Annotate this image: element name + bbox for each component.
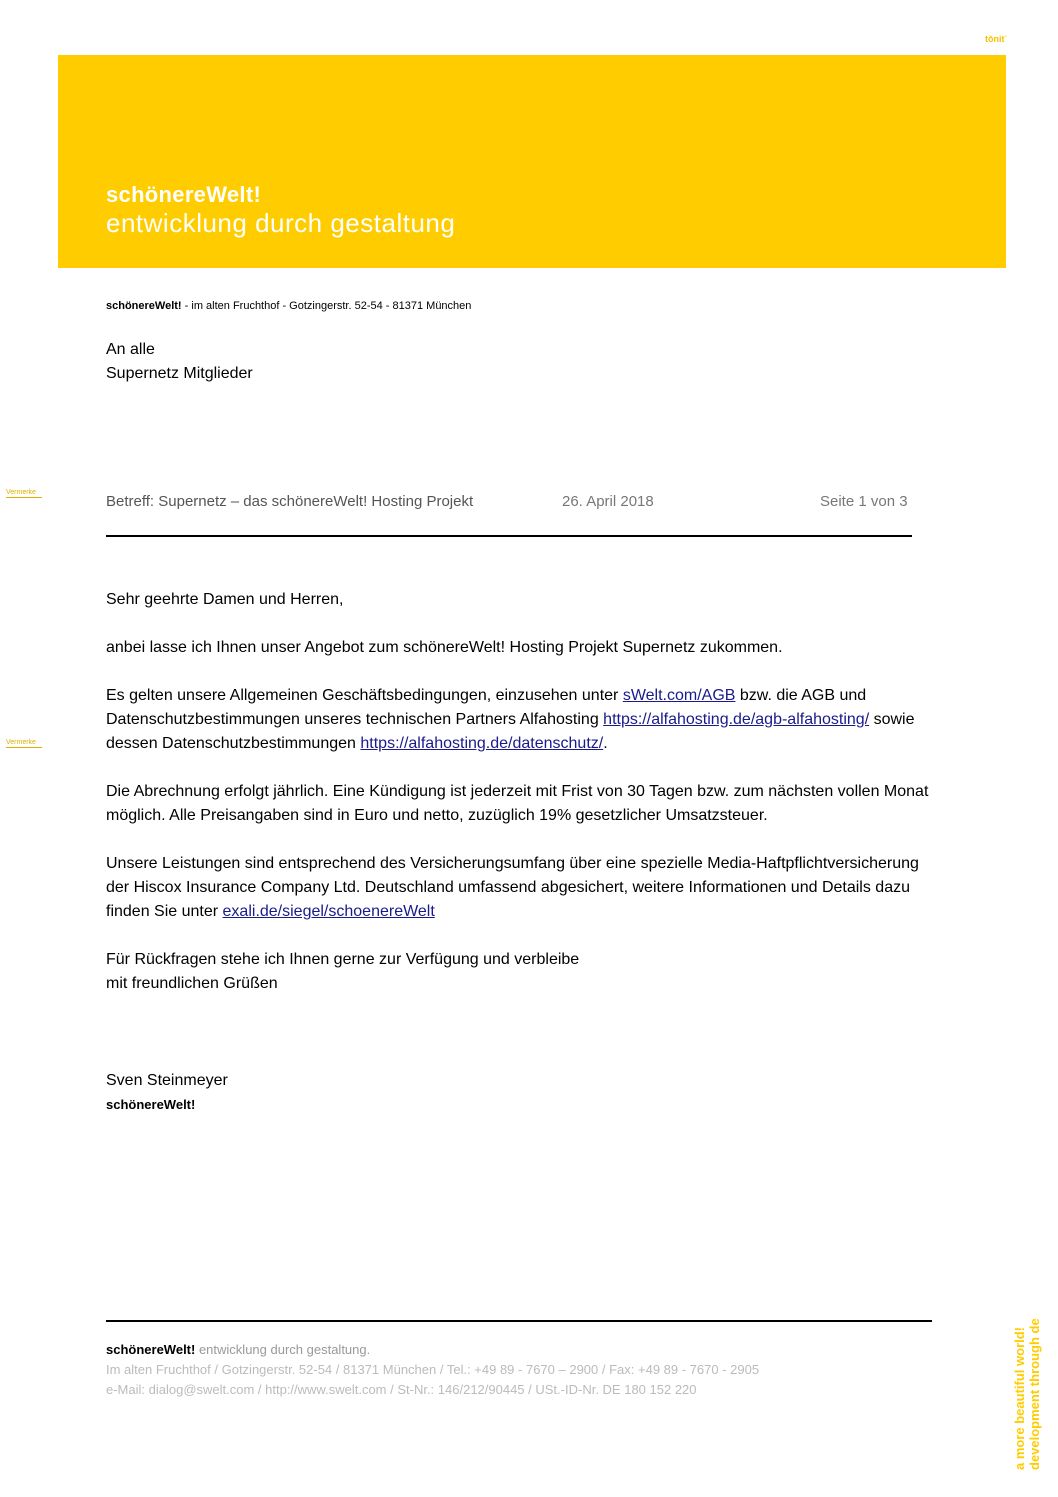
footer-address: Im alten Fruchthof / Gotzingerstr. 52-54 / 81371 München / Tel.: +49 89 - 7670 – 2900 / Fax: +49 89 - 7670 - 2905: [106, 1362, 760, 1377]
letter-body: [106, 588, 946, 1020]
recipient-line: Supernetz Mitglieder: [106, 365, 253, 382]
slogan-line: a more beautiful world!: [1012, 1326, 1027, 1470]
text: sowie dessen Datenschutzbestimmungen: [106, 711, 915, 752]
salutation: Sehr geehrte Damen und Herren,: [106, 591, 344, 608]
agb-link[interactable]: sWelt.com/AGB: [622, 687, 736, 704]
body-paragraph: [106, 852, 946, 924]
recipient-line: An alle: [106, 341, 155, 358]
footer-contact: e-Mail: dialog@swelt.com / http://www.swelt.com / St-Nr.: 146/212/90445 / USt.-ID-Nr. DE 180 152 220: [106, 1382, 697, 1397]
subject-divider: [106, 535, 912, 537]
signature-company: schönereWelt!: [106, 1097, 196, 1112]
body-paragraph: Die Abrechnung erfolgt jährlich. Eine Kündigung ist jederzeit mit Frist von 30 Tagen bzw. zum nächsten vollen Monat möglich. Alle Preisangaben sind in Euro und netto, zuzüglich 19% gesetzlicher Umsatzsteuer.: [106, 783, 929, 824]
footer-brand-line: [106, 1342, 370, 1357]
margin-mark: Vermerke: [6, 739, 42, 748]
closing: [106, 948, 946, 996]
closing-line: Für Rückfragen stehe ich Ihnen gerne zur Verfügung und verbleibe: [106, 951, 580, 968]
sender-address: - im alten Fruchthof - Gotzingerstr. 52-54 - 81371 München: [181, 300, 472, 312]
text: bzw. die AGB und Datenschutzbestimmungen unseres technischen Partners Alfahosting: [106, 687, 867, 728]
alfahosting-privacy-link[interactable]: https://alfahosting.de/datenschutz/: [360, 735, 604, 752]
sender-company: schönereWelt!: [106, 300, 182, 312]
footer-divider: [106, 1320, 932, 1322]
text: Unsere Leistungen sind entsprechend des Versicherungsumfang über eine spezielle Media-Haftpflichtversicherung der Hiscox Insurance Company Ltd. Deutschland umfassend abgesichert, weitere Informationen und Details dazu finden Sie unter: [106, 855, 919, 920]
body-paragraph: anbei lasse ich Ihnen unser Angebot zum schönereWelt! Hosting Projekt Supernetz zukommen.: [106, 639, 783, 656]
subject-line: Betreff: Supernetz – das schönereWelt! Hosting Projekt: [106, 493, 474, 510]
letter-date: 26. April 2018: [562, 493, 654, 510]
text: .: [603, 735, 608, 752]
page-number: Seite 1 von 3: [820, 493, 908, 510]
slogan-line: development through de: [1027, 1318, 1042, 1470]
text: Es gelten unsere Allgemeinen Geschäftsbedingungen, einzusehen unter: [106, 687, 623, 704]
banner-brand: schönereWelt!: [106, 182, 262, 207]
margin-mark: Vermerke: [6, 489, 42, 498]
side-slogan: [1012, 1318, 1042, 1470]
banner-tagline: entwicklung durch gestaltung: [106, 208, 456, 238]
footer-brand: schönereWelt!: [106, 1342, 196, 1357]
recipient-block: [106, 338, 253, 386]
exali-link[interactable]: exali.de/siegel/schoenereWelt: [222, 903, 435, 920]
body-paragraph: [106, 684, 946, 756]
footer-tagline: entwicklung durch gestaltung.: [195, 1342, 371, 1357]
corner-tag: tŏnitˈ: [985, 34, 1008, 44]
alfahosting-agb-link[interactable]: https://alfahosting.de/agb-alfahosting/: [603, 711, 870, 728]
sender-address-line: [106, 300, 471, 312]
closing-line: mit freundlichen Grüßen: [106, 975, 278, 992]
signature-name: Sven Steinmeyer: [106, 1072, 228, 1089]
